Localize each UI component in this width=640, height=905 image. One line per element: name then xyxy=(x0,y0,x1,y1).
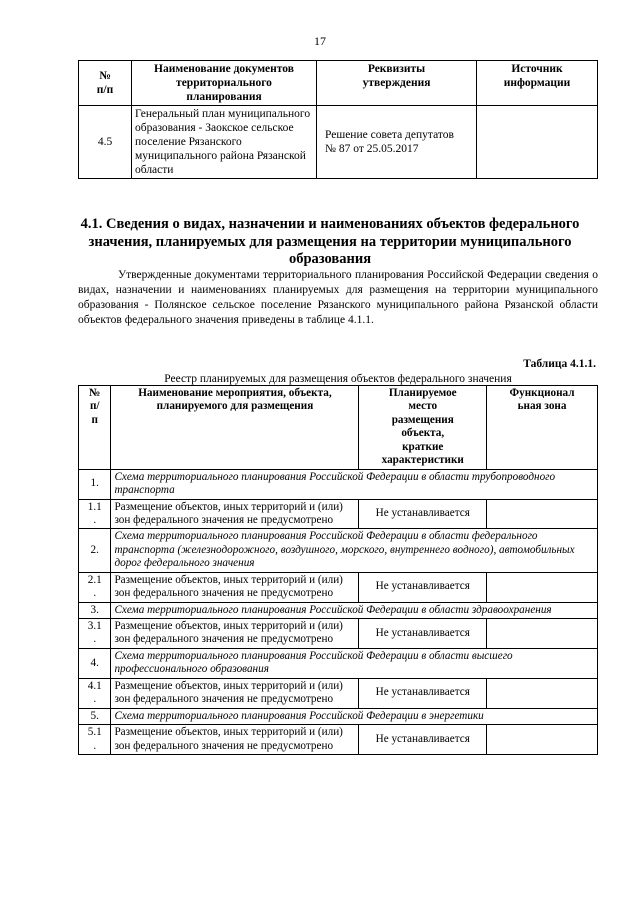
section-row xyxy=(79,648,598,678)
functional-zone xyxy=(487,725,598,755)
documents-table xyxy=(78,60,598,179)
column-header-document-name: Наименование документов территориального планирования xyxy=(132,61,317,106)
column-header-number: № п/п xyxy=(79,61,132,106)
section-title: Схема территориального планирования Российской Федерации в области федерального транспорта (железнодорожного, воздушного, морского, внутреннего водного), автомобильных дорог федерального значения xyxy=(111,529,598,572)
column-header-object-name: Наименование мероприятия, объекта, планируемого для размещения xyxy=(111,386,359,470)
table-row xyxy=(79,499,598,529)
section-number: 5. xyxy=(79,708,111,724)
table-row xyxy=(79,725,598,755)
item-number: 5.1 . xyxy=(79,725,111,755)
item-number: 3.1 . xyxy=(79,619,111,649)
federal-objects-registry-table xyxy=(78,385,598,755)
placement: Не устанавливается xyxy=(359,572,487,602)
item-number: 2.1 . xyxy=(79,572,111,602)
section-number: 1. xyxy=(79,469,111,499)
section-row xyxy=(79,469,598,499)
placement: Не устанавливается xyxy=(359,678,487,708)
table-header-row xyxy=(79,61,598,106)
object-name: Размещение объектов, иных территорий и (или) зон федерального значения не предусмотрено xyxy=(111,725,359,755)
section-heading: 4.1. Сведения о видах, назначении и наименованиях объектов федерального значения, планируемых для размещения на территории муниципального образования xyxy=(80,216,580,268)
section-number: 2. xyxy=(79,529,111,572)
column-header-requisites: Реквизиты утверждения xyxy=(317,61,477,106)
object-name: Размещение объектов, иных территорий и (или) зон федерального значения не предусмотрено xyxy=(111,572,359,602)
page-number: 17 xyxy=(314,34,326,48)
functional-zone xyxy=(487,499,598,529)
source xyxy=(477,106,598,179)
functional-zone xyxy=(487,619,598,649)
item-number: 4.1 . xyxy=(79,678,111,708)
row-number: 4.5 xyxy=(79,106,132,179)
section-row xyxy=(79,708,598,724)
section-title: Схема территориального планирования Российской Федерации в области здравоохранения xyxy=(111,602,598,618)
requisites: Решение совета депутатов № 87 от 25.05.2017 xyxy=(317,106,477,179)
section-number: 3. xyxy=(79,602,111,618)
functional-zone xyxy=(487,572,598,602)
table-caption: Реестр планируемых для размещения объектов федерального значения xyxy=(164,373,512,385)
table-row xyxy=(79,678,598,708)
object-name: Размещение объектов, иных территорий и (или) зон федерального значения не предусмотрено xyxy=(111,619,359,649)
table-row xyxy=(79,106,598,179)
section-title: Схема территориального планирования Российской Федерации в области трубопроводного транспорта xyxy=(111,469,598,499)
section-row xyxy=(79,602,598,618)
table-row xyxy=(79,572,598,602)
column-header-number: № п/ п xyxy=(79,386,111,470)
table-label: Таблица 4.1.1. xyxy=(523,358,596,370)
column-header-placement: Планируемое место размещения объекта, краткие характеристики xyxy=(359,386,487,470)
section-title: Схема территориального планирования Российской Федерации в области высшего профессионального образования xyxy=(111,648,598,678)
table-row xyxy=(79,619,598,649)
placement: Не устанавливается xyxy=(359,619,487,649)
section-number: 4. xyxy=(79,648,111,678)
section-row xyxy=(79,529,598,572)
column-header-functional-zone: Функционал ьная зона xyxy=(487,386,598,470)
placement: Не устанавливается xyxy=(359,725,487,755)
placement: Не устанавливается xyxy=(359,499,487,529)
section-title: Схема территориального планирования Российской Федерации в энергетики xyxy=(111,708,598,724)
item-number: 1.1 . xyxy=(79,499,111,529)
document-name: Генеральный план муниципального образования - Заокское сельское поселение Рязанского муниципального района Рязанской области xyxy=(132,106,317,179)
object-name: Размещение объектов, иных территорий и (или) зон федерального значения не предусмотрено xyxy=(111,499,359,529)
column-header-source: Источник информации xyxy=(477,61,598,106)
body-paragraph: Утвержденные документами территориального планирования Российской Федерации сведения о видах, назначении и наименованиях планируемых для размещения на территории муниципального образования - Полянское сельское поселение Рязанского муниципального района Рязанской области объектов федерального значения приведены в таблице 4.1.1. xyxy=(78,269,598,326)
object-name: Размещение объектов, иных территорий и (или) зон федерального значения не предусмотрено xyxy=(111,678,359,708)
table-header-row xyxy=(79,386,598,470)
functional-zone xyxy=(487,678,598,708)
